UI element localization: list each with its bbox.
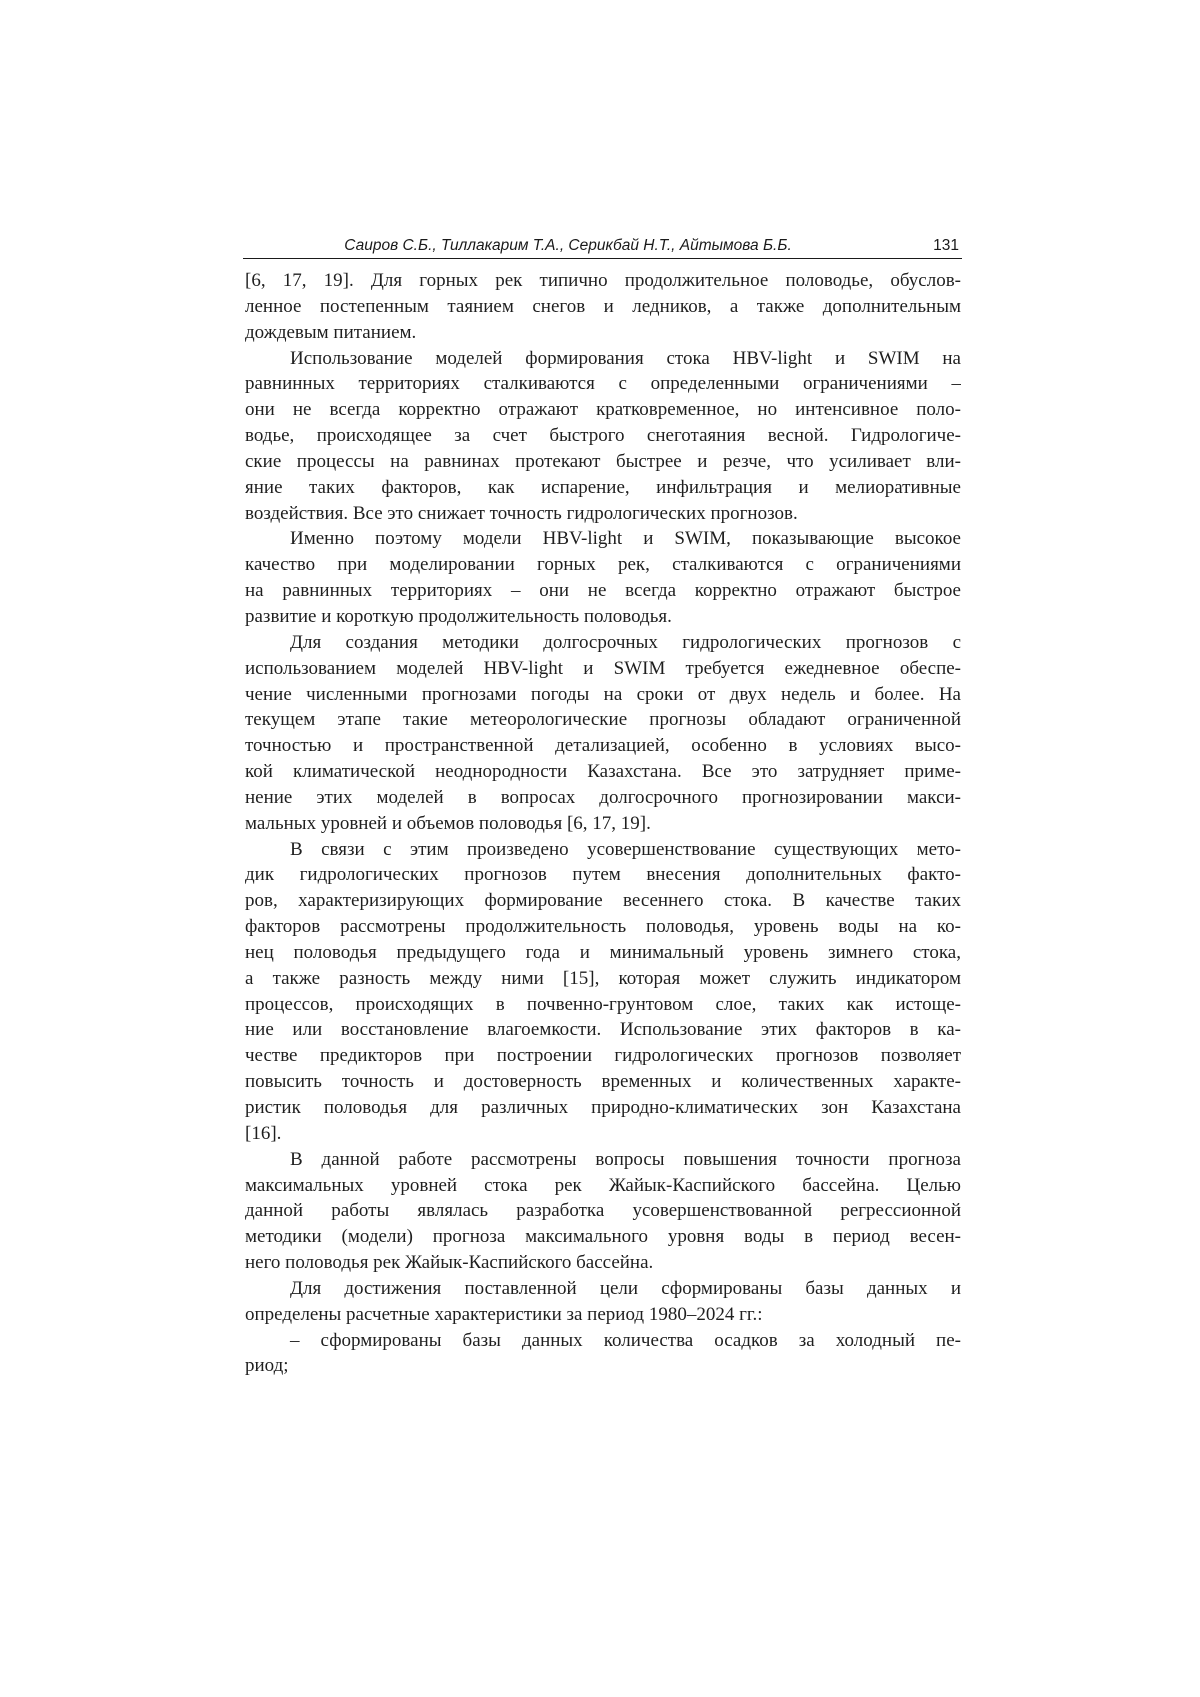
running-header: [243, 236, 962, 259]
text-line: ленное постепенным таянием снегов и ледников, а также дополнительным: [245, 295, 961, 317]
text-line: нец половодья предыдущего года и минимальный уровень зимнего стока,: [245, 941, 961, 963]
text-line: ские процессы на равнинах протекают быстрее и резче, что усиливает вли-: [245, 450, 961, 472]
text-line: ристик половодья для различных природно-климатических зон Казахстана: [245, 1097, 961, 1118]
text-line: они не всегда корректно отражают кратковременное, но интенсивное поло-: [245, 399, 961, 421]
text-line: водье, происходящее за счет быстрого снеготаяния весной. Гидрологиче-: [245, 425, 961, 447]
text-line: а также разность между ними [15], которая может служить индикатором: [245, 967, 961, 989]
text-line: ние или восстановление влагоемкости. Использование этих факторов в ка-: [245, 1019, 961, 1041]
text-line: повысить точность и достоверность временных и количественных характе-: [245, 1071, 961, 1093]
text-line: использованием моделей HBV-light и SWIM требуется ежедневное обеспе-: [245, 657, 961, 679]
text-line: данной работы являлась разработка усовершенствованной регрессионной: [245, 1200, 961, 1222]
text-line: максимальных уровней стока рек Жайык-Каспийского бассейна. Целью: [245, 1174, 961, 1196]
text-line: нение этих моделей в вопросах долгосрочного прогнозировании макси-: [245, 786, 961, 808]
text-line: Для создания методики долгосрочных гидрологических прогнозов с: [290, 631, 961, 653]
text-line: [16].: [245, 1122, 282, 1144]
text-line: дождевым питанием.: [245, 321, 417, 343]
text-line: текущем этапе такие метеорологические прогнозы обладают ограниченной: [245, 709, 961, 731]
page-number: 131: [933, 237, 959, 254]
header-authors: Саиров С.Б., Тиллакарим Т.А., Серикбай Н.Т., Айтымова Б.Б.: [344, 237, 792, 254]
text-line: процессов, происходящих в почвенно-грунтовом слое, таких как истоще-: [245, 993, 961, 1015]
text-line: Использование моделей формирования стока HBV-light и SWIM на: [290, 347, 961, 369]
text-line: ров, характеризирующих формирование весеннего стока. В качестве таких: [245, 890, 961, 912]
text-line: Именно поэтому модели HBV-light и SWIM, показывающие высокое: [290, 528, 961, 550]
text-line: риод;: [245, 1355, 289, 1377]
text-line: качество при моделировании горных рек, сталкиваются с ограничениями: [245, 554, 961, 576]
text-line: кой климатической неоднородности Казахстана. Все это затрудняет приме-: [245, 761, 961, 783]
text-line: определены расчетные характеристики за период 1980–2024 гг.:: [245, 1303, 763, 1325]
text-line: яние таких факторов, как испарение, инфильтрация и мелиоративные: [245, 476, 961, 498]
text-line: честве предикторов при построении гидрологических прогнозов позволяет: [245, 1045, 961, 1067]
text-line: дик гидрологических прогнозов путем внесения дополнительных факто-: [245, 864, 961, 886]
text-line: точностью и пространственной детализацией, особенно в условиях высо-: [245, 735, 961, 757]
text-line: факторов рассмотрены продолжительность половодья, уровень воды на ко-: [245, 916, 961, 938]
text-line: чение численными прогнозами погоды на сроки от двух недель и более. На: [245, 683, 961, 705]
text-line: него половодья рек Жайык-Каспийского бассейна.: [245, 1252, 654, 1274]
text-line: В данной работе рассмотрены вопросы повышения точности прогноза: [290, 1148, 961, 1170]
body-text: [245, 268, 961, 1379]
text-line: Для достижения поставленной цели сформированы базы данных и: [290, 1277, 961, 1299]
text-line: воздействия. Все это снижает точность гидрологических прогнозов.: [245, 502, 798, 524]
text-line: методики (модели) прогноза максимального уровня воды в период весен-: [245, 1226, 961, 1248]
text-line: на равнинных территориях – они не всегда корректно отражают быстрое: [245, 580, 961, 602]
text-line: мальных уровней и объемов половодья [6, 17, 19].: [245, 812, 651, 834]
text-line: развитие и короткую продолжительность половодья.: [245, 605, 672, 627]
text-line: В связи с этим произведено усовершенствование существующих мето-: [290, 838, 961, 860]
text-line: равнинных территориях сталкиваются с определенными ограничениями –: [245, 373, 961, 395]
text-line: [6, 17, 19]. Для горных рек типично продолжительное половодье, обуслов-: [245, 270, 961, 291]
text-line: – сформированы базы данных количества осадков за холодный пе-: [290, 1329, 961, 1351]
